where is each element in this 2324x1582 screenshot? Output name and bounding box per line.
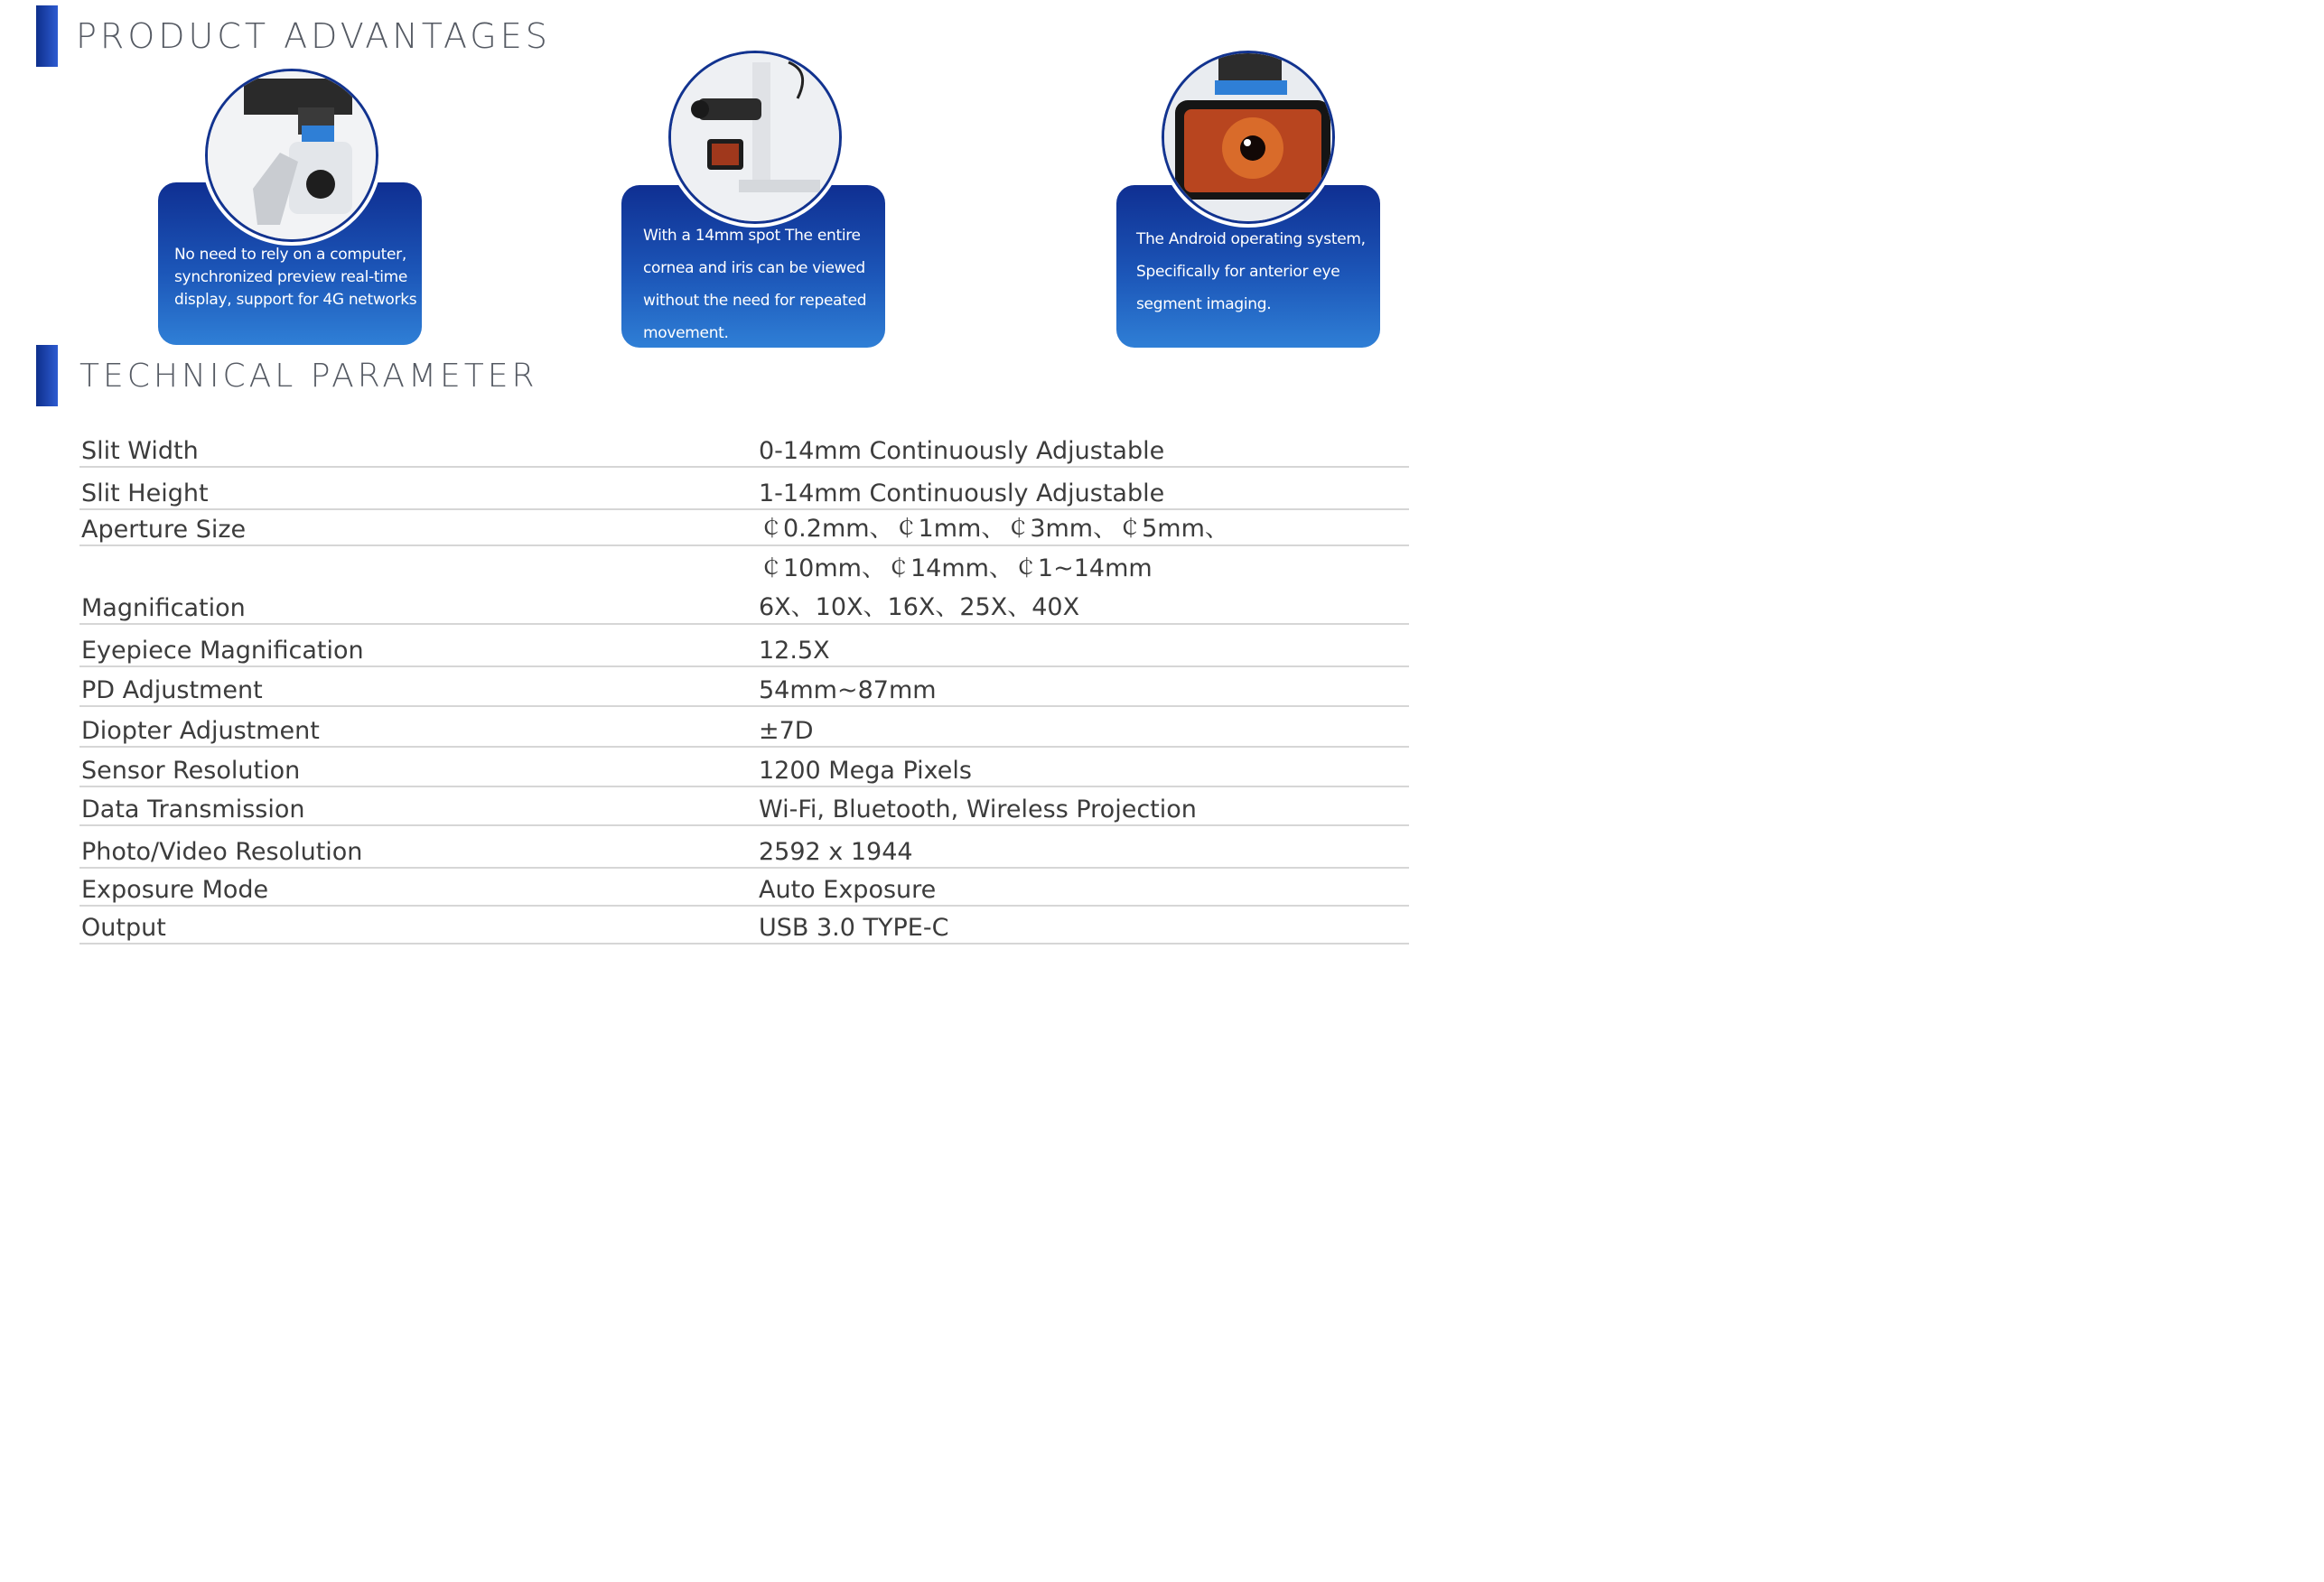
technical-section-title: TECHNICAL PARAMETER: [79, 358, 538, 395]
param-value: 2592 x 1944: [759, 838, 913, 866]
param-value: 1200 Mega Pixels: [759, 757, 972, 785]
param-value: Auto Exposure: [759, 876, 937, 904]
eye-display-photo: [1162, 51, 1335, 224]
param-row: [79, 426, 1409, 468]
param-label: Photo/Video Resolution: [81, 838, 363, 866]
param-row: [79, 707, 1409, 748]
param-value: ±7D: [759, 717, 814, 745]
advantage-card-2-text: [643, 219, 876, 349]
param-label: PD Adjustment: [81, 676, 263, 704]
param-row: [79, 826, 1409, 869]
advantage-card-1-line: No need to rely on a computer,: [174, 246, 406, 264]
param-row: [79, 748, 1409, 787]
param-label: Aperture Size: [81, 516, 247, 544]
advantage-card-1-text: [174, 244, 417, 312]
advantage-card-1-line: display, support for 4G networks: [174, 291, 417, 309]
advantages-section-title: PRODUCT ADVANTAGES: [76, 16, 551, 56]
param-value: Wi-Fi, Bluetooth, Wireless Projection: [759, 796, 1197, 824]
param-value: ￠10mm、￠14mm、￠1~14mm: [759, 554, 1153, 582]
param-label: Eyepiece Magnification: [81, 637, 364, 665]
param-row: [79, 468, 1409, 510]
param-row: [79, 869, 1409, 907]
camera-module-photo: [205, 69, 378, 242]
param-value: ￠0.2mm、￠1mm、￠3mm、￠5mm、: [759, 515, 1229, 543]
param-label: Exposure Mode: [81, 876, 269, 904]
param-label: Slit Width: [81, 437, 199, 465]
advantage-card-3-line: segment imaging.: [1136, 295, 1272, 313]
param-label: Slit Height: [81, 479, 209, 507]
param-value: 6X、10X、16X、25X、40X: [759, 593, 1080, 621]
advantage-card-2-line: movement.: [643, 324, 729, 342]
param-label: Magnification: [81, 594, 246, 622]
param-row: [79, 907, 1409, 945]
param-row: [79, 667, 1409, 707]
param-label: Output: [81, 914, 166, 942]
advantage-card-2-line: With a 14mm spot The entire: [643, 227, 861, 245]
param-row: [79, 787, 1409, 826]
advantages-section-bar: [36, 5, 58, 67]
advantage-card-2-line: without the need for repeated: [643, 292, 867, 310]
param-row: [79, 510, 1409, 546]
param-label: Sensor Resolution: [81, 757, 301, 785]
param-value: 0-14mm Continuously Adjustable: [759, 437, 1165, 465]
param-value: 1-14mm Continuously Adjustable: [759, 479, 1165, 507]
technical-section-bar: [36, 345, 58, 406]
param-label: Data Transmission: [81, 796, 305, 824]
param-value: 54mm~87mm: [759, 676, 937, 704]
param-row: [79, 546, 1409, 584]
advantage-card-2-line: cornea and iris can be viewed: [643, 259, 865, 277]
param-value: USB 3.0 TYPE-C: [759, 914, 949, 942]
advantage-card-1-line: synchronized preview real-time: [174, 268, 408, 286]
advantage-card-3-text: [1136, 223, 1371, 321]
param-value: 12.5X: [759, 637, 830, 665]
param-label: Diopter Adjustment: [81, 717, 320, 745]
advantage-card-3-line: The Android operating system,: [1136, 230, 1366, 248]
param-row: [79, 625, 1409, 667]
param-row: [79, 585, 1409, 625]
advantage-card-3-line: Specifically for anterior eye: [1136, 263, 1340, 281]
slit-lamp-photo: [668, 51, 842, 224]
